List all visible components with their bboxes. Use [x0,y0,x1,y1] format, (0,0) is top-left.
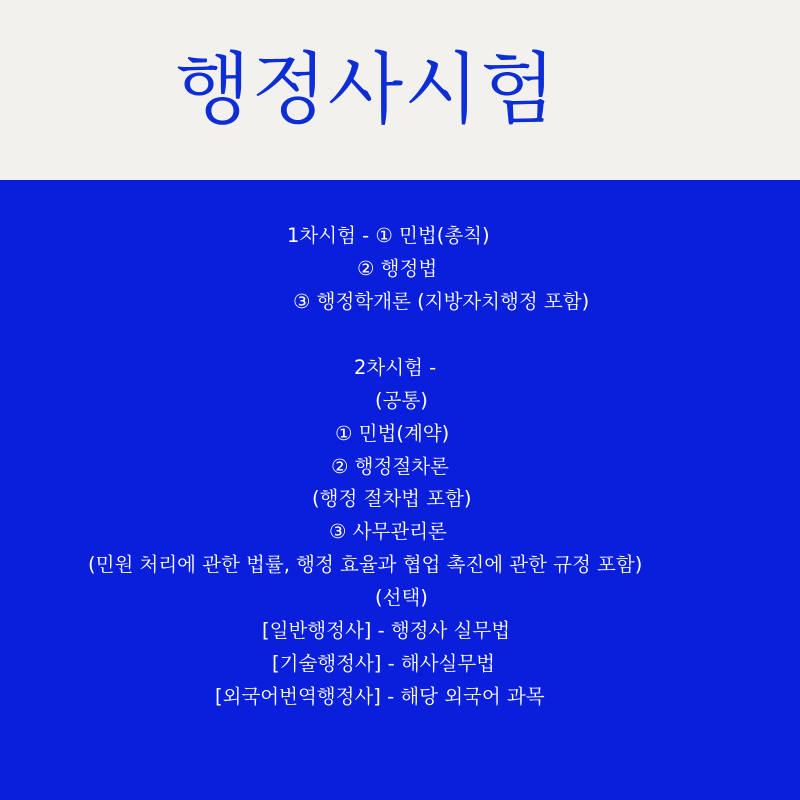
common-subject-2-note: (행정 절차법 포함) [312,487,472,510]
title-banner [0,0,800,180]
first-exam-subject-3: ③ 행정학개론 (지방자치행정 포함) [293,290,590,313]
second-exam-heading: 2차시험 - [354,356,437,379]
common-subject-1: ① 민법(계약) [335,422,450,445]
elective-general: [일반행정사] - 행정사 실무법 [262,619,511,642]
common-subject-3: ③ 사무관리론 [329,520,447,543]
elective-technical: [기술행정사] - 해사실무법 [272,652,496,675]
page-title: 행정사시험 [175,45,557,135]
first-exam-heading: 1차시험 - ① 민법(총칙) [287,224,490,247]
common-label: (공통) [375,389,428,412]
elective-foreign: [외국어번역행정사] - 해당 외국어 과목 [215,685,545,708]
common-subject-3-note: (민원 처리에 관한 법률, 행정 효율과 협업 촉진에 관한 규정 포함) [88,553,643,576]
elective-label: (선택) [375,586,428,609]
first-exam-subject-2: ② 행정법 [357,257,438,280]
common-subject-2: ② 행정절차론 [331,455,449,478]
